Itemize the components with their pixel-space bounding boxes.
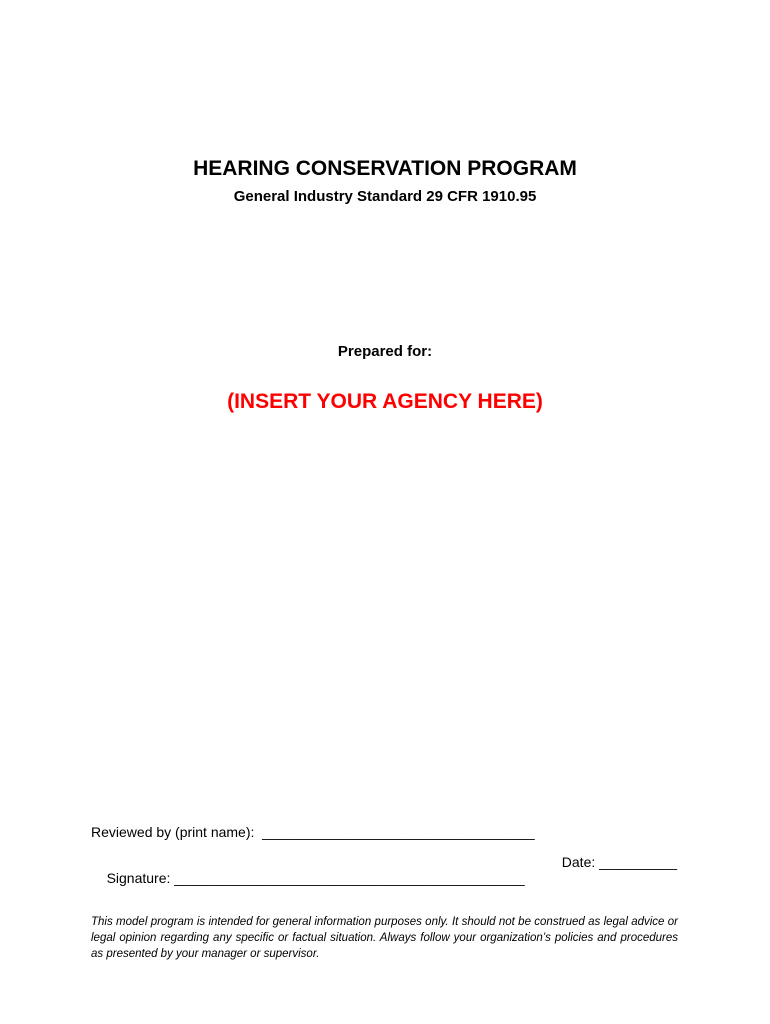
page-title: HEARING CONSERVATION PROGRAM (193, 157, 577, 180)
prepared-for-label: Prepared for: (337, 343, 433, 360)
page-subtitle: General Industry Standard 29 CFR 1910.95 (233, 188, 537, 205)
agency-placeholder: (INSERT YOUR AGENCY HERE) (227, 390, 543, 413)
disclaimer-text: This model program is intended for general information purposes only. It should not be construed as legal advice or legal opinion regarding any specific or factual situation. Always follow your organization’s policies and procedures as presented by your manager or supervisor. (91, 916, 678, 960)
signature-line: Signature: _____________________________________________ (106, 870, 525, 886)
signature-row (91, 854, 681, 918)
reviewed-by-line: Reviewed by (print name): ___________________________________ (91, 824, 535, 840)
date-line: Date: __________ (561, 854, 677, 870)
